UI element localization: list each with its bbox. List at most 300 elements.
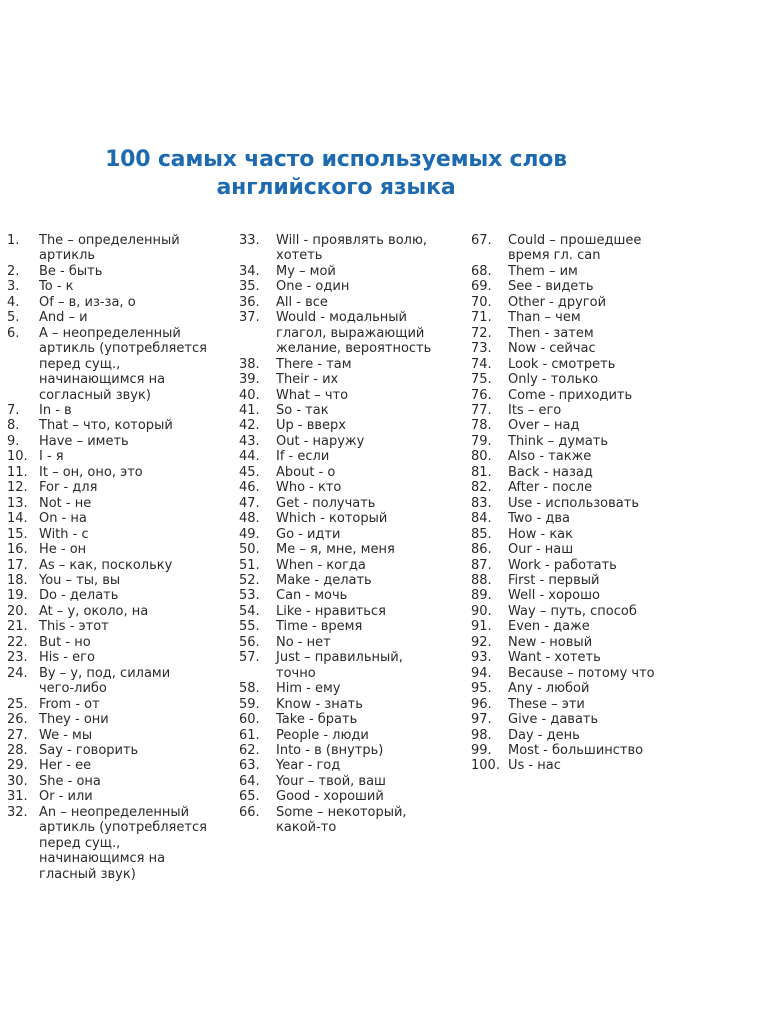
entry-number: 48. [239, 511, 260, 527]
entry-text-line: From - от [39, 696, 100, 712]
word-entry [471, 681, 693, 696]
entry-text-line: Who - кто [276, 480, 342, 496]
entry-text [508, 279, 693, 294]
word-entry [239, 650, 461, 681]
entry-text [39, 666, 229, 697]
word-entry [239, 728, 461, 743]
entry-number: 67. [471, 233, 492, 248]
word-entry [7, 805, 229, 882]
entry-text-line: Over – над [508, 418, 580, 434]
entry-text-line: точно [276, 665, 316, 681]
entry-text [508, 743, 693, 758]
entry-text-line: About - о [276, 464, 336, 480]
word-entry [239, 758, 461, 773]
entry-text [508, 295, 693, 310]
word-entry [7, 666, 229, 697]
word-entry [239, 388, 461, 403]
entry-text [508, 558, 693, 573]
word-entry [239, 573, 461, 588]
entry-text [276, 604, 461, 619]
entry-text [508, 527, 693, 542]
entry-text [39, 434, 229, 449]
entry-number: 8. [7, 418, 20, 434]
entry-text [39, 789, 229, 804]
word-entry [7, 496, 229, 511]
entry-text [276, 418, 461, 433]
entry-number: 16. [7, 542, 28, 558]
entry-number: 3. [7, 279, 20, 295]
word-entry [7, 774, 229, 789]
entry-number: 94. [471, 665, 492, 681]
entry-text [276, 264, 461, 279]
entry-text-line: Your – твой, ваш [276, 773, 386, 789]
word-entry [7, 449, 229, 464]
entry-text [39, 279, 229, 294]
entry-text [508, 542, 693, 557]
title-line-2: английского языка [216, 175, 456, 200]
word-entry [239, 449, 461, 464]
entry-number: 61. [239, 727, 260, 743]
word-entry [7, 511, 229, 526]
entry-text-line: Then - затем [508, 325, 594, 341]
entry-text [276, 527, 461, 542]
entry-number: 59. [239, 696, 260, 712]
entry-text-line: Into - в (внутрь) [276, 742, 384, 758]
entry-text [39, 403, 229, 418]
word-entry [7, 465, 229, 480]
entry-text [508, 511, 693, 526]
entry-number: 4. [7, 294, 20, 310]
entry-number: 53. [239, 588, 260, 604]
entry-number: 21. [7, 619, 28, 635]
entry-text-line: Go - идти [276, 526, 341, 542]
entry-text-line: Its – его [508, 402, 562, 418]
entry-text [508, 588, 693, 603]
word-entry [471, 496, 693, 511]
word-entry [7, 558, 229, 573]
entry-number: 72. [471, 325, 492, 341]
entry-number: 39. [239, 372, 260, 388]
entry-text [508, 264, 693, 279]
entry-text-line: Come - приходить [508, 387, 633, 403]
entry-text-line: гласный звук) [39, 866, 136, 882]
word-entry [239, 774, 461, 789]
entry-text [39, 465, 229, 480]
entry-text [39, 650, 229, 665]
entry-text [276, 449, 461, 464]
entry-number: 11. [7, 464, 28, 480]
word-entry [7, 310, 229, 325]
entry-text-line: What – что [276, 387, 349, 403]
entry-text-line: To - к [39, 279, 74, 295]
entry-number: 40. [239, 387, 260, 403]
entry-text-line: Good - хороший [276, 789, 384, 805]
word-entry [471, 357, 693, 372]
entry-text [276, 511, 461, 526]
entry-text [276, 310, 461, 356]
word-entry [239, 233, 461, 264]
entry-text-line: Think – думать [508, 433, 609, 449]
entry-text [276, 650, 461, 681]
entry-number: 34. [239, 263, 260, 279]
entry-text-line: And – и [39, 310, 88, 326]
entry-number: 33. [239, 233, 260, 248]
entry-text [39, 635, 229, 650]
entry-text-line: So - так [276, 402, 329, 418]
word-entry [7, 573, 229, 588]
entry-number: 76. [471, 387, 492, 403]
entry-text-line: Two - два [508, 511, 570, 527]
entry-text [39, 496, 229, 511]
entry-text [508, 434, 693, 449]
entry-number: 92. [471, 634, 492, 650]
entry-text-line: Just – правильный, [276, 650, 403, 666]
word-entry [471, 295, 693, 310]
entry-number: 42. [239, 418, 260, 434]
entry-number: 38. [239, 356, 260, 372]
entry-number: 58. [239, 681, 260, 697]
word-entry [7, 295, 229, 310]
entry-text-line: Give - давать [508, 712, 599, 728]
entry-text-line: For - для [39, 480, 98, 496]
entry-text-line: How - как [508, 526, 573, 542]
entry-text-line: Other - другой [508, 294, 607, 310]
word-entry [471, 635, 693, 650]
entry-text-line: On - на [39, 511, 87, 527]
entry-number: 19. [7, 588, 28, 604]
word-entry [471, 511, 693, 526]
entry-text-line: These – эти [508, 696, 585, 712]
entry-number: 28. [7, 742, 28, 758]
word-entry [471, 542, 693, 557]
entry-text [39, 619, 229, 634]
entry-text-line: He - он [39, 542, 87, 558]
entry-text-line: Also - также [508, 449, 592, 465]
entry-text [508, 496, 693, 511]
entry-number: 54. [239, 603, 260, 619]
entry-text [508, 465, 693, 480]
entry-text [508, 341, 693, 356]
word-entry [239, 496, 461, 511]
entry-text-line: But - но [39, 634, 91, 650]
entry-number: 43. [239, 433, 260, 449]
word-entry [239, 357, 461, 372]
entry-number: 79. [471, 433, 492, 449]
entry-text-line: His - его [39, 650, 95, 666]
word-entry [471, 372, 693, 387]
entry-number: 18. [7, 572, 28, 588]
entry-number: 63. [239, 758, 260, 774]
entry-text-line: Look - смотреть [508, 356, 616, 372]
entry-text-line: начинающимся на [39, 851, 166, 867]
entry-number: 96. [471, 696, 492, 712]
word-entry [7, 635, 229, 650]
word-entry [471, 418, 693, 433]
entry-text [508, 403, 693, 418]
entry-text-line: You – ты, вы [39, 572, 121, 588]
entry-number: 65. [239, 789, 260, 805]
entry-text [508, 357, 693, 372]
entry-number: 99. [471, 742, 492, 758]
entry-text [508, 650, 693, 665]
word-list-column-2 [239, 233, 461, 836]
entry-number: 6. [7, 325, 20, 341]
word-entry [239, 434, 461, 449]
entry-text [276, 758, 461, 773]
entry-number: 14. [7, 511, 28, 527]
entry-text [508, 372, 693, 387]
word-entry [239, 681, 461, 696]
entry-text-line: Of – в, из-за, о [39, 294, 136, 310]
word-entry [7, 588, 229, 603]
entry-text [276, 697, 461, 712]
title-line-1: 100 самых часто используемых слов [105, 147, 567, 172]
entry-text-line: перед сущ., [39, 835, 121, 851]
entry-text-line: Than – чем [508, 310, 581, 326]
entry-text-line: артикль [39, 248, 96, 264]
word-entry [239, 789, 461, 804]
entry-text [276, 434, 461, 449]
word-entry [239, 588, 461, 603]
entry-number: 78. [471, 418, 492, 434]
entry-text-line: This - этот [39, 619, 109, 635]
entry-number: 90. [471, 603, 492, 619]
entry-number: 88. [471, 572, 492, 588]
word-entry [7, 542, 229, 557]
entry-number: 9. [7, 433, 20, 449]
entry-number: 80. [471, 449, 492, 465]
entry-text [39, 805, 229, 882]
entry-text-line: We - мы [39, 727, 93, 743]
entry-text-line: Most - большинство [508, 742, 644, 758]
entry-text-line: Not - не [39, 495, 92, 511]
entry-text-line: глагол, выражающий [276, 325, 425, 341]
entry-text [276, 542, 461, 557]
entry-text-line: артикль (употребляется [39, 820, 207, 836]
word-entry [7, 728, 229, 743]
entry-text-line: New - новый [508, 634, 593, 650]
entry-text [276, 279, 461, 294]
entry-number: 23. [7, 650, 28, 666]
word-entry [471, 233, 693, 264]
word-entry [239, 542, 461, 557]
word-entry [7, 233, 229, 264]
word-entry [471, 666, 693, 681]
entry-text-line: хотеть [276, 248, 323, 264]
word-entry [239, 372, 461, 387]
entry-text-line: My – мой [276, 263, 336, 279]
entry-text-line: перед сущ., [39, 356, 121, 372]
entry-text-line: Which - который [276, 511, 388, 527]
entry-text [276, 789, 461, 804]
entry-number: 15. [7, 526, 28, 542]
entry-text [508, 310, 693, 325]
entry-text [276, 712, 461, 727]
entry-text-line: Our - наш [508, 542, 574, 558]
word-entry [239, 511, 461, 526]
word-entry [471, 449, 693, 464]
entry-number: 55. [239, 619, 260, 635]
word-entry [471, 588, 693, 603]
entry-text-line: Her - ее [39, 758, 92, 774]
entry-text-line: They - они [39, 712, 109, 728]
entry-text-line: It – он, оно, это [39, 464, 143, 480]
entry-text [39, 511, 229, 526]
word-entry [471, 279, 693, 294]
entry-number: 2. [7, 263, 20, 279]
entry-text [276, 805, 461, 836]
entry-text-line: Them – им [508, 263, 578, 279]
word-entry [471, 558, 693, 573]
word-entry [471, 604, 693, 619]
entry-number: 95. [471, 681, 492, 697]
entry-text [508, 712, 693, 727]
entry-text [39, 480, 229, 495]
entry-text-line: Will - проявлять волю, [276, 233, 428, 248]
entry-number: 7. [7, 402, 20, 418]
entry-text-line: Have – иметь [39, 433, 129, 449]
entry-text [39, 743, 229, 758]
entry-text [508, 388, 693, 403]
word-entry [239, 403, 461, 418]
entry-text-line: Time - время [276, 619, 363, 635]
entry-text-line: чего-либо [39, 681, 107, 697]
entry-text [39, 264, 229, 279]
entry-text [39, 774, 229, 789]
entry-number: 50. [239, 542, 260, 558]
word-entry [239, 310, 461, 356]
word-entry [239, 805, 461, 836]
entry-number: 66. [239, 804, 260, 820]
entry-number: 89. [471, 588, 492, 604]
entry-text [276, 357, 461, 372]
entry-text [508, 449, 693, 464]
entry-number: 75. [471, 372, 492, 388]
word-entry [239, 558, 461, 573]
entry-number: 24. [7, 665, 28, 681]
entry-text-line: No - нет [276, 634, 331, 650]
entry-text-line: A – неопределенный [39, 325, 181, 341]
entry-text [276, 728, 461, 743]
entry-text-line: какой-то [276, 820, 337, 836]
entry-text-line: An – неопределенный [39, 804, 190, 820]
entry-text-line: желание, вероятность [276, 341, 432, 357]
entry-text [276, 496, 461, 511]
word-entry [7, 650, 229, 665]
entry-text [39, 326, 229, 403]
entry-number: 35. [239, 279, 260, 295]
entry-text-line: One - один [276, 279, 350, 295]
word-entry [471, 403, 693, 418]
entry-number: 22. [7, 634, 28, 650]
word-entry [7, 326, 229, 403]
word-entry [239, 619, 461, 634]
word-entry [471, 527, 693, 542]
entry-number: 52. [239, 572, 260, 588]
entry-number: 98. [471, 727, 492, 743]
entry-text [39, 449, 229, 464]
entry-number: 70. [471, 294, 492, 310]
word-entry [239, 697, 461, 712]
entry-number: 5. [7, 310, 20, 326]
entry-text [276, 573, 461, 588]
entry-number: 49. [239, 526, 260, 542]
entry-text-line: Up - вверх [276, 418, 346, 434]
entry-number: 41. [239, 402, 260, 418]
entry-text-line: начинающимся на [39, 372, 166, 388]
entry-text-line: The – определенный [39, 233, 180, 248]
entry-text [39, 573, 229, 588]
entry-text [39, 758, 229, 773]
entry-number: 56. [239, 634, 260, 650]
entry-text [276, 774, 461, 789]
word-entry [471, 743, 693, 758]
entry-number: 77. [471, 402, 492, 418]
entry-text-line: Like - нравиться [276, 603, 386, 619]
word-entry [7, 279, 229, 294]
word-entry [239, 295, 461, 310]
word-entry [471, 310, 693, 325]
entry-text-line: Say - говорить [39, 742, 139, 758]
entry-text-line: Because – потому что [508, 665, 655, 681]
entry-text-line: Some – некоторый, [276, 804, 407, 820]
word-entry [7, 697, 229, 712]
entry-number: 86. [471, 542, 492, 558]
entry-number: 83. [471, 495, 492, 511]
entry-text-line: Now - сейчас [508, 341, 596, 357]
entry-text-line: Way – путь, способ [508, 603, 637, 619]
word-entry [471, 758, 693, 773]
entry-text-line: There - там [276, 356, 352, 372]
entry-text [39, 527, 229, 542]
entry-text-line: Me – я, мне, меня [276, 542, 395, 558]
word-entry [239, 743, 461, 758]
entry-text-line: Well - хорошо [508, 588, 600, 604]
entry-text [508, 480, 693, 495]
entry-text [276, 480, 461, 495]
entry-number: 84. [471, 511, 492, 527]
entry-text-line: Know - знать [276, 696, 363, 712]
word-list-column-3 [471, 233, 693, 774]
entry-text-line: Want - хотеть [508, 650, 601, 666]
entry-number: 27. [7, 727, 28, 743]
word-entry [239, 604, 461, 619]
entry-text-line: Out - наружу [276, 433, 365, 449]
entry-text [276, 681, 461, 696]
entry-text-line: Could – прошедшее [508, 233, 642, 248]
entry-text [508, 666, 693, 681]
word-entry [7, 418, 229, 433]
entry-number: 25. [7, 696, 28, 712]
entry-number: 68. [471, 263, 492, 279]
entry-text [276, 388, 461, 403]
entry-text [276, 558, 461, 573]
entry-text [39, 542, 229, 557]
entry-text [39, 233, 229, 264]
page-title [0, 146, 672, 202]
entry-number: 37. [239, 310, 260, 326]
entry-text-line: Only - только [508, 372, 599, 388]
entry-text-line: Any - любой [508, 681, 590, 697]
entry-text [276, 635, 461, 650]
entry-text [39, 604, 229, 619]
word-entry [7, 480, 229, 495]
entry-number: 93. [471, 650, 492, 666]
entry-number: 12. [7, 480, 28, 496]
entry-text-line: After - после [508, 480, 593, 496]
entry-number: 74. [471, 356, 492, 372]
word-entry [239, 712, 461, 727]
